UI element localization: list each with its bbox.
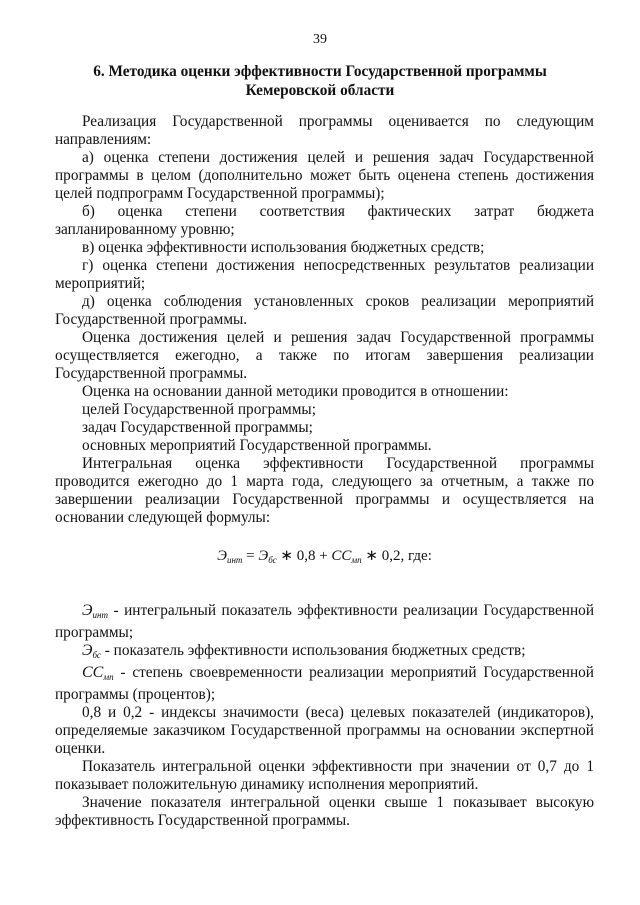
definition-weights: 0,8 и 0,2 - индексы значимости (веса) целевых показателей (индикаторов), определяемые заказчиком Государственной программы на основании экспертной оценки. (55, 704, 594, 757)
formula-term1-sub: бс (268, 555, 277, 565)
formula-term1-symbol: Э (258, 548, 269, 564)
formula-eq: = (246, 548, 255, 564)
definition-timeliness-sub: мп (103, 672, 114, 682)
document-body (55, 113, 594, 830)
formula (55, 547, 594, 569)
definition-integral (55, 602, 594, 642)
section-title-line-1: 6. Методика оценки эффективности Государственной программы (93, 63, 547, 80)
definition-timeliness (55, 664, 594, 704)
paragraph-integral: Интегральная оценка эффективности Государственной программы проводится ежегодно до 1 марта года, следующего за отчетным, а также по завершении реализации Государственной программы и осуществляется на основании следующей формулы: (55, 455, 594, 526)
list-item-goals: целей Государственной программы; (82, 401, 316, 418)
definition-budget (55, 642, 594, 664)
formula-mult2: ∗ 0,2 (365, 548, 401, 564)
paragraph-assessment: Оценка достижения целей и решения задач Государственной программы осуществляется ежегодно, а также по итогам завершения реализации Государственной программы. (55, 329, 594, 382)
paragraph-item-a: а) оценка степени достижения целей и решения задач Государственной программы в целом (дополнительно может быть оценена степень достижения целей подпрограмм Государственной программы); (55, 149, 594, 202)
definition-integral-text: - интегральный показатель эффективности реализации Государственной программы; (55, 602, 594, 641)
definition-budget-text: - показатель эффективности использования бюджетных средств; (100, 642, 526, 659)
formula-mult1: ∗ 0,8 + (280, 548, 328, 564)
page-number: 39 (313, 32, 327, 47)
list-item-activities: основных мероприятий Государственной программы. (82, 437, 432, 454)
paragraph-conclusion-high: Значение показателя интегральной оценки свыше 1 показывает высокую эффективность Государственной программы. (55, 794, 594, 829)
definition-budget-symbol: Э (82, 642, 93, 659)
definition-timeliness-symbol: СС (82, 664, 104, 681)
formula-term2-symbol: СС (331, 548, 352, 564)
paragraph-item-g: г) оценка степени достижения непосредственных результатов реализации мероприятий; (55, 257, 594, 292)
paragraph-basis: Оценка на основании данной методики проводится в отношении: (82, 383, 509, 400)
paragraph-item-d: д) оценка соблюдения установленных сроков реализации мероприятий Государственной программы. (55, 293, 594, 328)
formula-term2-sub: мп (351, 555, 362, 565)
paragraph-conclusion-positive: Показатель интегральной оценки эффективности при значении от 0,7 до 1 показывает положительную динамику исполнения мероприятий. (55, 758, 594, 793)
formula-tail: , где: (400, 548, 432, 564)
list-item-tasks: задач Государственной программы; (82, 419, 313, 436)
definition-integral-sub: инт (92, 610, 108, 620)
section-title-line-2: Кемеровской области (245, 82, 395, 99)
paragraph-intro: Реализация Государственной программы оценивается по следующим направлениям: (55, 113, 594, 148)
formula-lhs-sub: инт (226, 555, 243, 565)
paragraph-item-b: б) оценка степени соответствия фактических затрат бюджета запланированному уровню; (55, 203, 594, 238)
definition-timeliness-text: - степень своевременности реализации мероприятий Государственной программы (процентов); (55, 664, 594, 703)
definition-budget-sub: бс (92, 650, 101, 660)
definition-integral-symbol: Э (82, 602, 93, 619)
paragraph-item-v: в) оценка эффективности использования бюджетных средств; (82, 239, 485, 256)
formula-lhs-symbol: Э (217, 548, 227, 564)
section-title (60, 62, 580, 100)
